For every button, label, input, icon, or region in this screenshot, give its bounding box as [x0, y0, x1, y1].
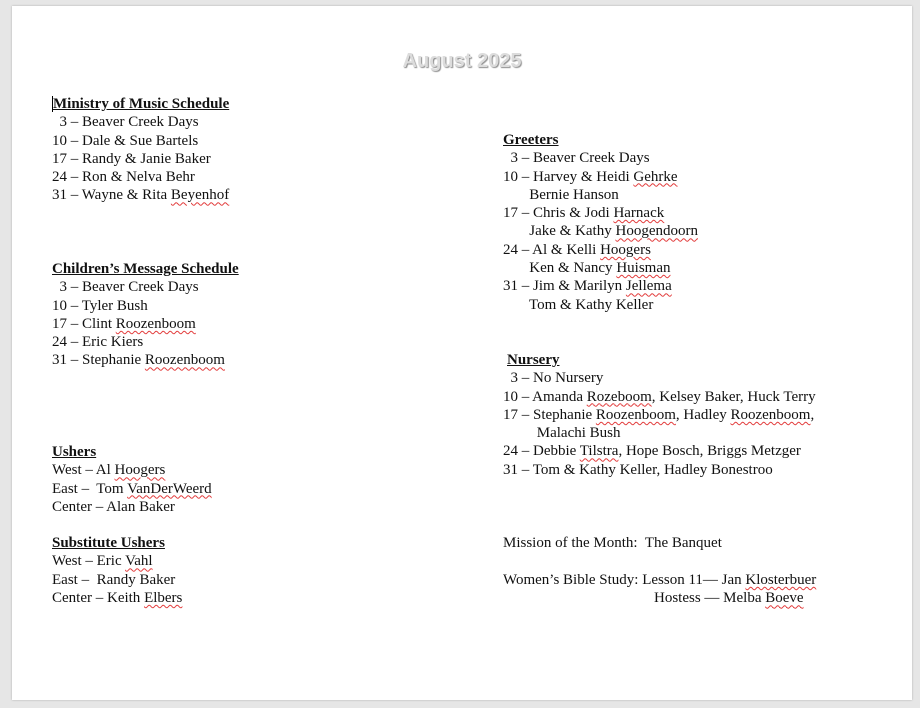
children-line: 31 – Stephanie Roozenboom — [52, 352, 225, 369]
substitute-ushers-line: Center – Keith Elbers — [52, 589, 183, 606]
ushers-line: Center – Alan Baker — [52, 498, 175, 515]
spelling-flag: Jellema — [625, 278, 672, 295]
children-line: 17 – Clint Roozenboom — [52, 315, 196, 332]
greeters-line: 17 – Chris & Jodi Harnack — [503, 205, 665, 222]
spelling-flag: Elbers — [144, 589, 183, 606]
mission-of-month — [503, 534, 722, 552]
nursery-line: 24 – Debbie Tilstra, Hope Bosch, Briggs Metzger — [503, 443, 801, 460]
bible-study-lesson: Lesson 11— Jan Klosterbuer — [638, 572, 817, 588]
ushers-heading: Ushers — [52, 444, 97, 460]
spelling-flag: Hoogendoorn — [615, 223, 698, 240]
nursery-line: 3 – No Nursery — [503, 370, 604, 387]
music-line: 10 – Dale & Sue Bartels — [52, 132, 199, 149]
children-heading: Children’s Message Schedule — [52, 261, 239, 277]
nursery-line: Malachi Bush — [503, 425, 621, 442]
children-message-schedule — [52, 260, 239, 370]
bible-study-hostess: Hostess — Melba Boeve — [654, 590, 804, 607]
mission-value: The Banquet — [637, 535, 722, 551]
greeters-line: Ken & Nancy Huisman — [503, 260, 671, 277]
spelling-flag: Roozenboom — [144, 352, 225, 369]
ushers-line: West – Al Hoogers — [52, 462, 166, 479]
greeters-line: 3 – Beaver Creek Days — [503, 150, 650, 167]
nursery-section — [503, 351, 816, 479]
spelling-flag: Beyenhof — [170, 187, 230, 204]
spelling-flag: Roozenboom — [595, 406, 676, 423]
music-line: 31 – Wayne & Rita Beyenhof — [52, 187, 230, 204]
substitute-ushers-heading: Substitute Ushers — [52, 535, 165, 551]
children-line: 24 – Eric Kiers — [52, 334, 144, 351]
greeters-line: 10 – Harvey & Heidi Gehrke — [503, 168, 678, 185]
spelling-flag: Gehrke — [633, 168, 678, 185]
nursery-line: 17 – Stephanie Roozenboom, Hadley Roozenboom, — [503, 406, 815, 423]
greeters-heading: Greeters — [503, 132, 559, 148]
music-schedule — [52, 95, 229, 205]
ushers-section — [52, 443, 212, 516]
music-line: 17 – Randy & Janie Baker — [52, 150, 211, 167]
page-title: August 2025 — [402, 50, 522, 72]
mission-label: Mission of the Month: — [503, 535, 638, 551]
children-line: 10 – Tyler Bush — [52, 297, 148, 314]
womens-bible-study — [503, 571, 816, 608]
spelling-flag: Rozeboom — [586, 388, 652, 405]
spelling-flag: Vahl — [125, 553, 153, 570]
spelling-flag: Roozenboom — [115, 315, 196, 332]
music-line: 24 – Ron & Nelva Behr — [52, 169, 195, 186]
spelling-flag: Harnack — [613, 205, 665, 222]
substitute-ushers-line: West – Eric Vahl — [52, 553, 153, 570]
children-line: 3 – Beaver Creek Days — [52, 279, 199, 296]
document-page — [12, 6, 912, 700]
greeters-section — [503, 131, 698, 314]
spelling-flag: Hoogers — [600, 241, 651, 258]
nursery-heading: Nursery — [507, 352, 560, 368]
greeters-line: Tom & Kathy Keller — [503, 296, 654, 313]
music-line: 3 – Beaver Creek Days — [52, 114, 199, 131]
spelling-flag: Huisman — [616, 260, 671, 277]
ushers-line: East – Tom VanDerWeerd — [52, 480, 212, 497]
spelling-flag: VanDerWeerd — [127, 480, 212, 497]
substitute-ushers-line: East – Randy Baker — [52, 571, 176, 588]
spelling-flag: Klosterbuer — [745, 572, 817, 588]
greeters-line: Jake & Kathy Hoogendoorn — [503, 223, 698, 240]
spelling-flag: Roozenboom — [730, 406, 811, 423]
nursery-line: 31 – Tom & Kathy Keller, Hadley Bonestroo — [503, 461, 773, 478]
spelling-flag: Boeve — [765, 590, 804, 607]
greeters-line: Bernie Hanson — [503, 186, 619, 203]
spelling-flag: Hoogers — [114, 462, 166, 479]
music-heading: Ministry of Music Schedule — [53, 96, 230, 112]
greeters-line: 24 – Al & Kelli Hoogers — [503, 241, 651, 258]
bible-study-label: Women’s Bible Study: — [503, 572, 639, 588]
substitute-ushers-section — [52, 534, 182, 607]
nursery-line: 10 – Amanda Rozeboom, Kelsey Baker, Huck Terry — [503, 388, 816, 405]
greeters-line: 31 – Jim & Marilyn Jellema — [503, 278, 672, 295]
spelling-flag: Tilstra — [579, 443, 619, 460]
